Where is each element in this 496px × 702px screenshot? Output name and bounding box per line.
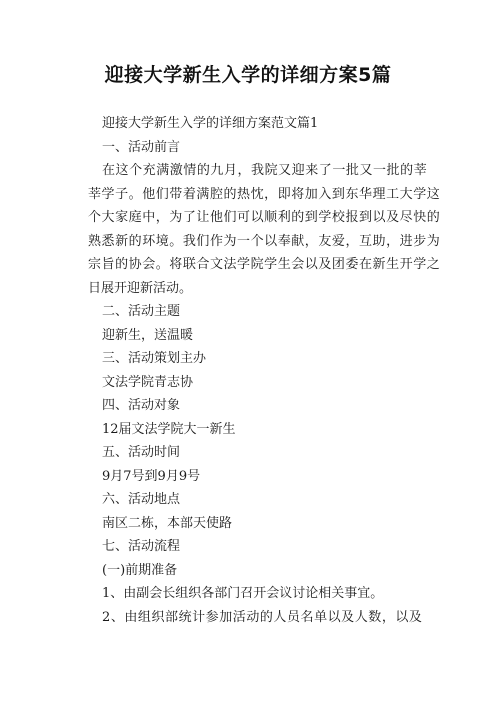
document-title: 迎接大学新生入学的详细方案5篇 <box>104 64 392 86</box>
section-heading: 七、活动流程 <box>102 539 181 554</box>
section-content: 9月7号到9月9号 <box>102 468 201 484</box>
section-heading: 五、活动时间 <box>102 445 181 460</box>
paragraph-line: 熟悉新的环境。我们作为一个以奉献，友爱，互助，进步为 <box>88 233 441 249</box>
section-content: 迎新生，送温暖 <box>102 327 194 343</box>
paragraph-line: 在这个充满激情的九月，我院又迎来了一批又一批的莘 <box>102 163 428 178</box>
section-content: 12届文法学院大一新生 <box>102 421 236 437</box>
section-heading: 一、活动前言 <box>102 139 181 155</box>
section-content: 南区二栋，本部天使路 <box>102 515 233 531</box>
list-item: 1、由副会长组织各部门召开会议讨论相关事宜。 <box>102 586 384 601</box>
section-heading: 六、活动地点 <box>102 492 181 507</box>
section-content: 文法学院青志协 <box>102 374 194 390</box>
paragraph-line: 莘学子。他们带着满腔的热忱，即将加入到东华理工大学这 <box>88 186 441 202</box>
paragraph-line: 个大家庭中，为了让他们可以顺利的到学校报到以及尽快的 <box>88 210 441 225</box>
section-heading-article: 迎接大学新生入学的详细方案范文篇1 <box>102 116 319 131</box>
list-item: 2、由组织部统计参加活动的人员名单以及人数，以及 <box>102 609 423 625</box>
document-body <box>88 112 441 629</box>
paragraph-line: 日展开迎新活动。 <box>88 280 193 296</box>
paragraph-line: 宗旨的协会。将联合文法学院学生会以及团委在新生开学之 <box>88 257 441 272</box>
subsection-heading: (一)前期准备 <box>102 562 178 578</box>
section-heading: 二、活动主题 <box>102 304 181 319</box>
section-heading: 四、活动对象 <box>102 398 181 413</box>
section-heading: 三、活动策划主办 <box>102 351 207 366</box>
